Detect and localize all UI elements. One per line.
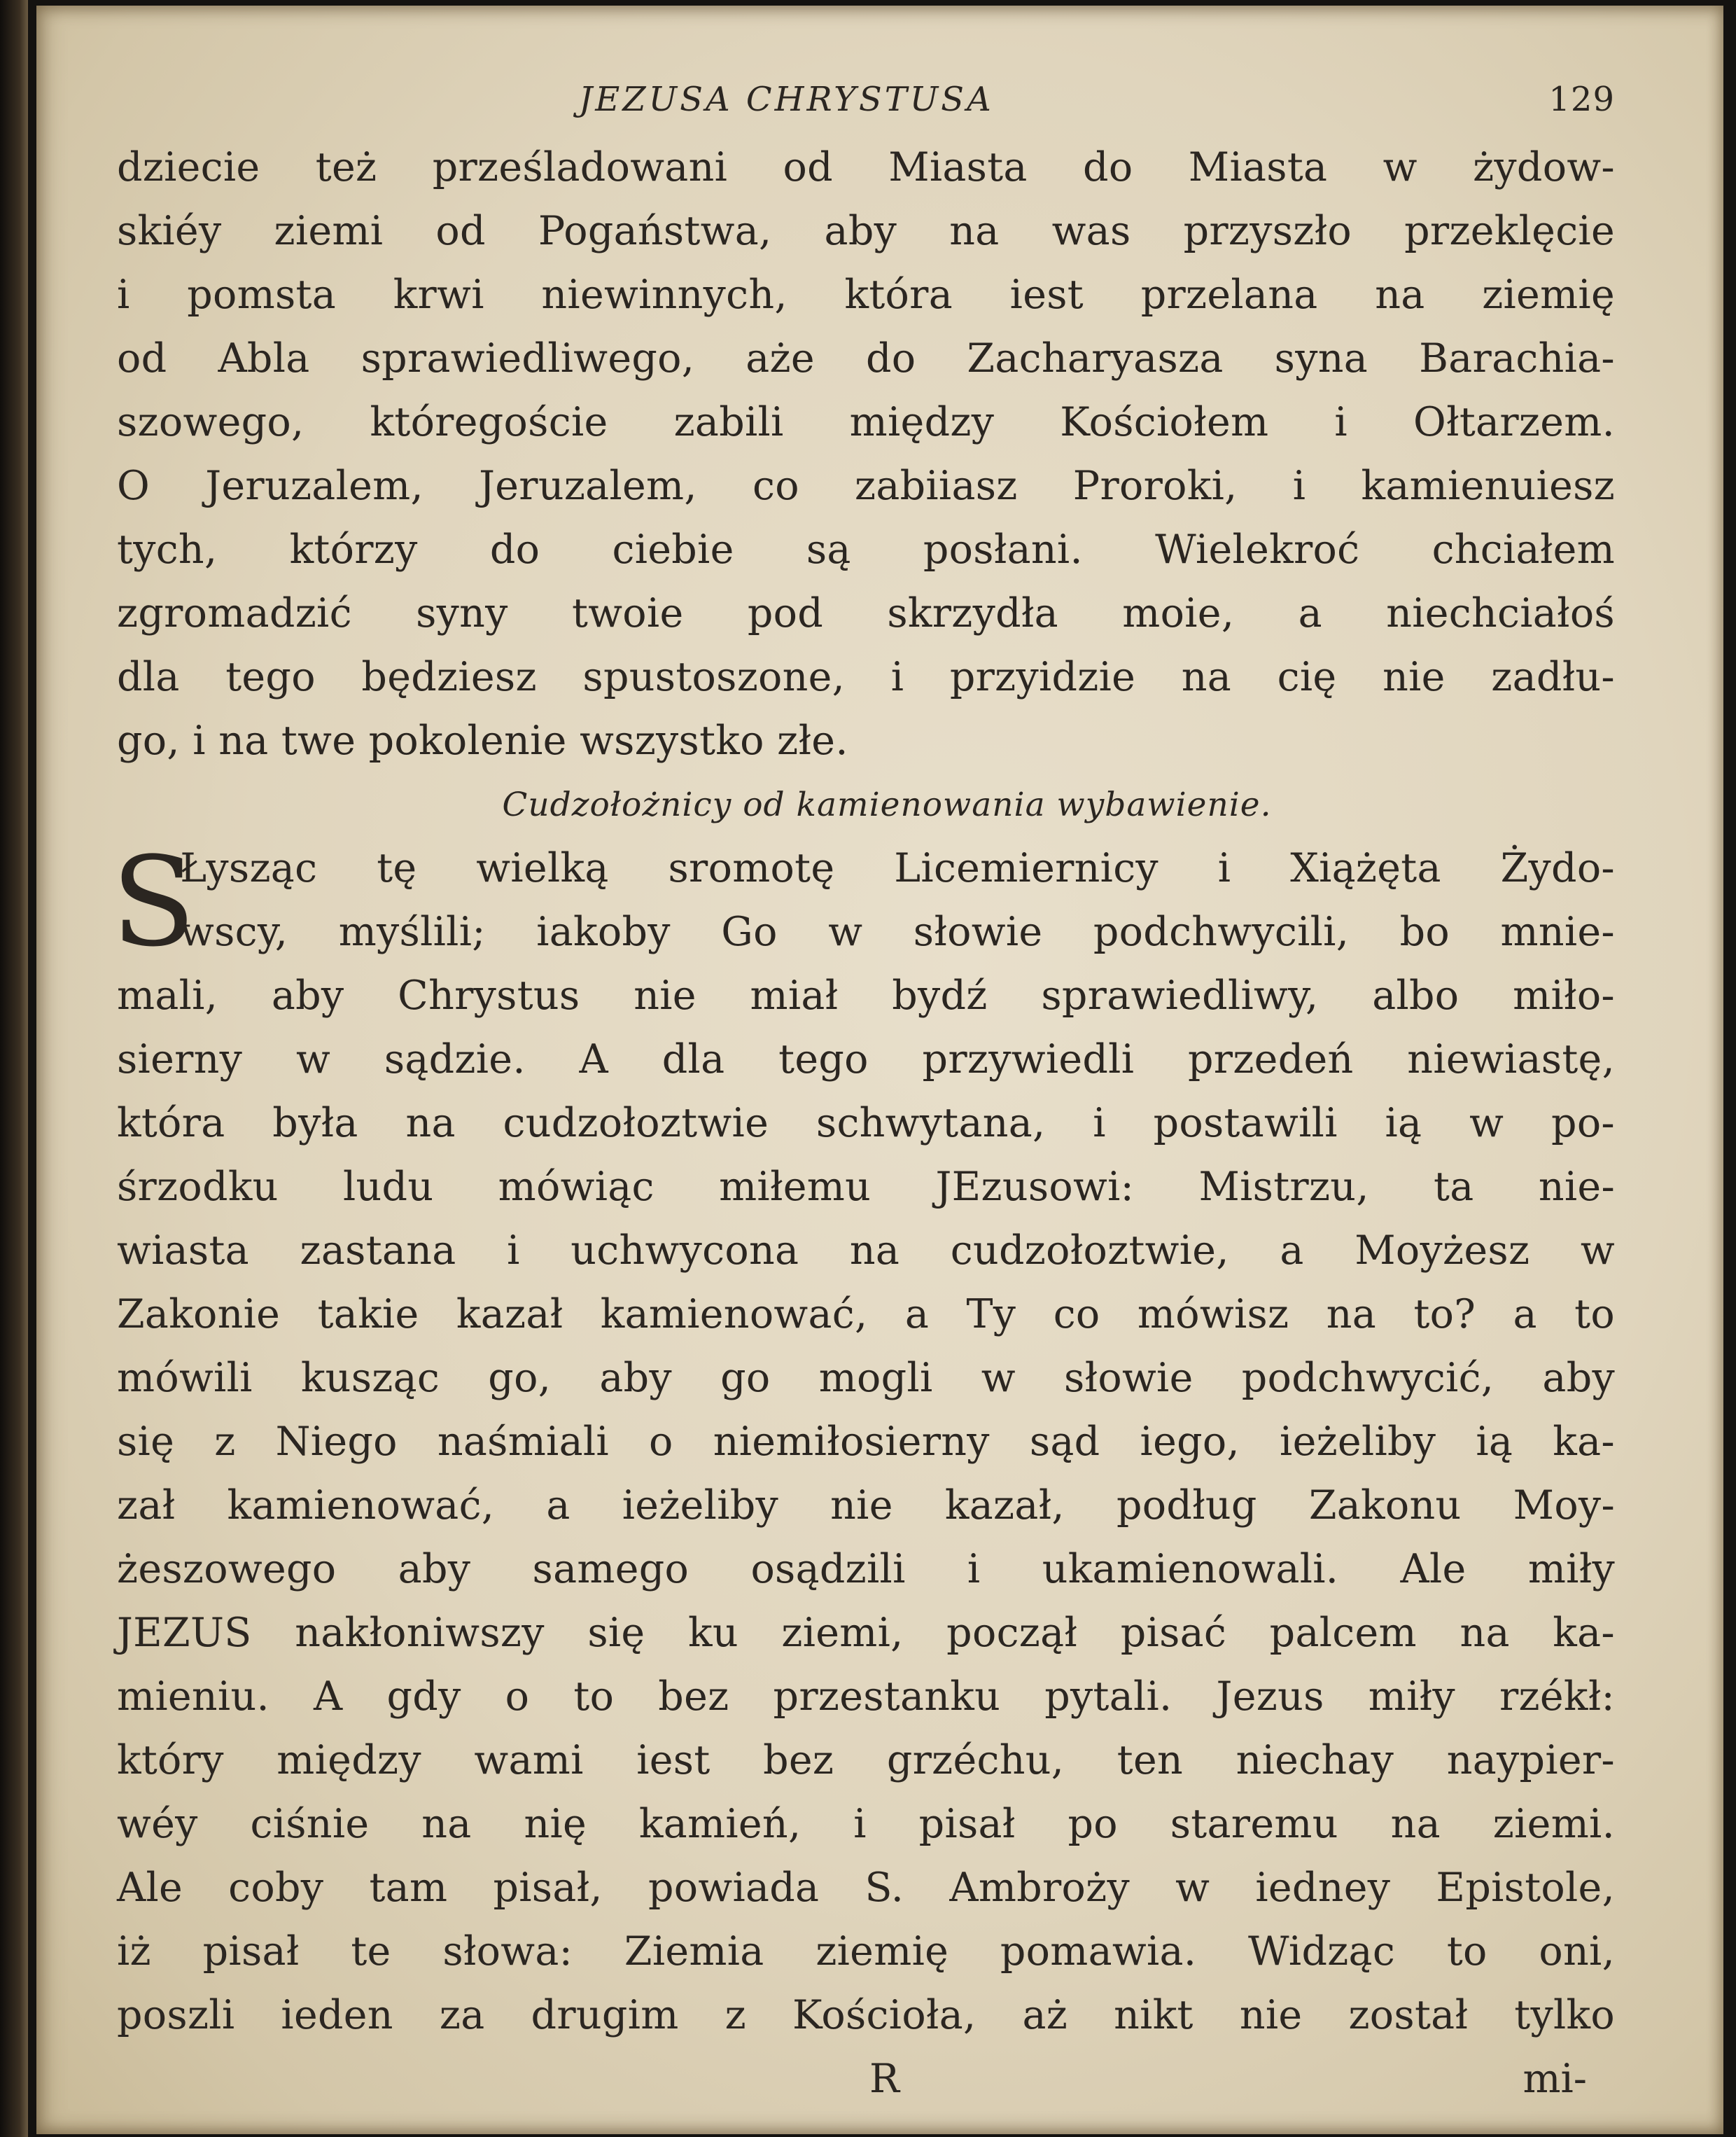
text-line: śrzodku ludu mówiąc miłemu JEzusowi: Mistrzu, ta nie- bbox=[117, 1164, 1615, 1210]
text-line: O Jeruzalem, Jeruzalem, co zabiiasz Proroki, i kamienuiesz bbox=[117, 463, 1615, 509]
text-line: która była na cudzołoztwie schwytana, i postawili ią w po- bbox=[117, 1100, 1615, 1146]
section-heading: Cudzołożnicy od kamienowania wybawienie. bbox=[502, 786, 1272, 824]
text-line: poszli ieden za drugim z Kościoła, aż nikt nie został tylko bbox=[117, 1992, 1615, 2038]
page-paper bbox=[36, 6, 1723, 2134]
text-line: mieniu. A gdy o to bez przestanku pytali. Jezus miły rzékł: bbox=[117, 1673, 1615, 1720]
text-line: mówili kusząc go, aby go mogli w słowie podchwycić, aby bbox=[117, 1355, 1615, 1401]
text-line: wéy ciśnie na nię kamień, i pisał po staremu na ziemi. bbox=[117, 1801, 1615, 1847]
text-block bbox=[111, 76, 1615, 2111]
text-line: zał kamienować, a ieżeliby nie kazał, podług Zakonu Moy- bbox=[117, 1482, 1615, 1529]
text-line: od Abla sprawiedliwego, aże do Zacharyasza syna Barachia- bbox=[117, 335, 1615, 382]
paragraph-2-opening bbox=[111, 830, 1615, 974]
running-title: JEZUSA CHRYSTUSA bbox=[579, 80, 994, 119]
text-line: dla tego będziesz spustoszone, i przyidzie na cię nie zadłu- bbox=[117, 654, 1615, 700]
book-gutter bbox=[0, 0, 28, 2137]
text-line: iż pisał te słowa: Ziemia ziemię pomawia. Widząc to oni, bbox=[117, 1928, 1615, 1975]
signature-mark: R bbox=[869, 2056, 899, 2102]
page-number: 129 bbox=[1548, 80, 1615, 119]
text-line: szowego, któregoście zabili między Kościołem i Ołtarzem. bbox=[117, 399, 1615, 445]
page-footer bbox=[117, 2047, 1615, 2111]
text-line: wscy, myślili; iakoby Go w słowie podchwycili, bo mnie- bbox=[180, 909, 1615, 955]
text-line: tych, którzy do ciebie są posłani. Wielekroć chciałem bbox=[117, 527, 1615, 573]
text-line: Ale coby tam pisał, powiada S. Ambroży w iedney Epistole, bbox=[117, 1865, 1615, 1911]
text-line: żeszowego aby samego osądzili i ukamienowali. Ale miły bbox=[117, 1546, 1615, 1592]
paragraph-1 bbox=[117, 136, 1615, 773]
text-line: Zakonie takie kazał kamienować, a Ty co mówisz na to? a to bbox=[117, 1291, 1615, 1337]
text-line: wiasta zastana i uchwycona na cudzołoztwie, a Moyżesz w bbox=[117, 1227, 1615, 1274]
text-line: dziecie też prześladowani od Miasta do Miasta w żydow- bbox=[117, 144, 1615, 190]
text-line: sierny w sądzie. A dla tego przywiedli przedeń niewiastę, bbox=[117, 1036, 1615, 1083]
text-line: mali, aby Chrystus nie miał bydź sprawiedliwy, albo miło- bbox=[117, 973, 1615, 1019]
text-line: który między wami iest bez grzéchu, ten niechay naypier- bbox=[117, 1737, 1615, 1783]
text-line: zgromadzić syny twoie pod skrzydła moie, a niechciałoś bbox=[117, 590, 1615, 636]
text-line: Łysząc tę wielką sromotę Licemiernicy i Xiążęta Żydo- bbox=[180, 845, 1615, 891]
text-line: JEZUS nakłoniwszy się ku ziemi, począł pisać palcem na ka- bbox=[117, 1610, 1615, 1656]
text-line: go, i na twe pokolenie wszystko złe. bbox=[117, 718, 848, 764]
running-head bbox=[117, 76, 1615, 136]
paragraph-2 bbox=[117, 964, 1615, 2047]
text-line: się z Niego naśmiali o niemiłosierny sąd iego, ieżeliby ią ka- bbox=[117, 1419, 1615, 1465]
text-line: i pomsta krwi niewinnych, która iest przelana na ziemię bbox=[117, 272, 1615, 318]
text-line: skiéy ziemi od Pogaństwa, aby na was przyszło przeklęcie bbox=[117, 208, 1615, 254]
drop-cap: S bbox=[111, 830, 196, 974]
catchword: mi- bbox=[1522, 2056, 1587, 2102]
